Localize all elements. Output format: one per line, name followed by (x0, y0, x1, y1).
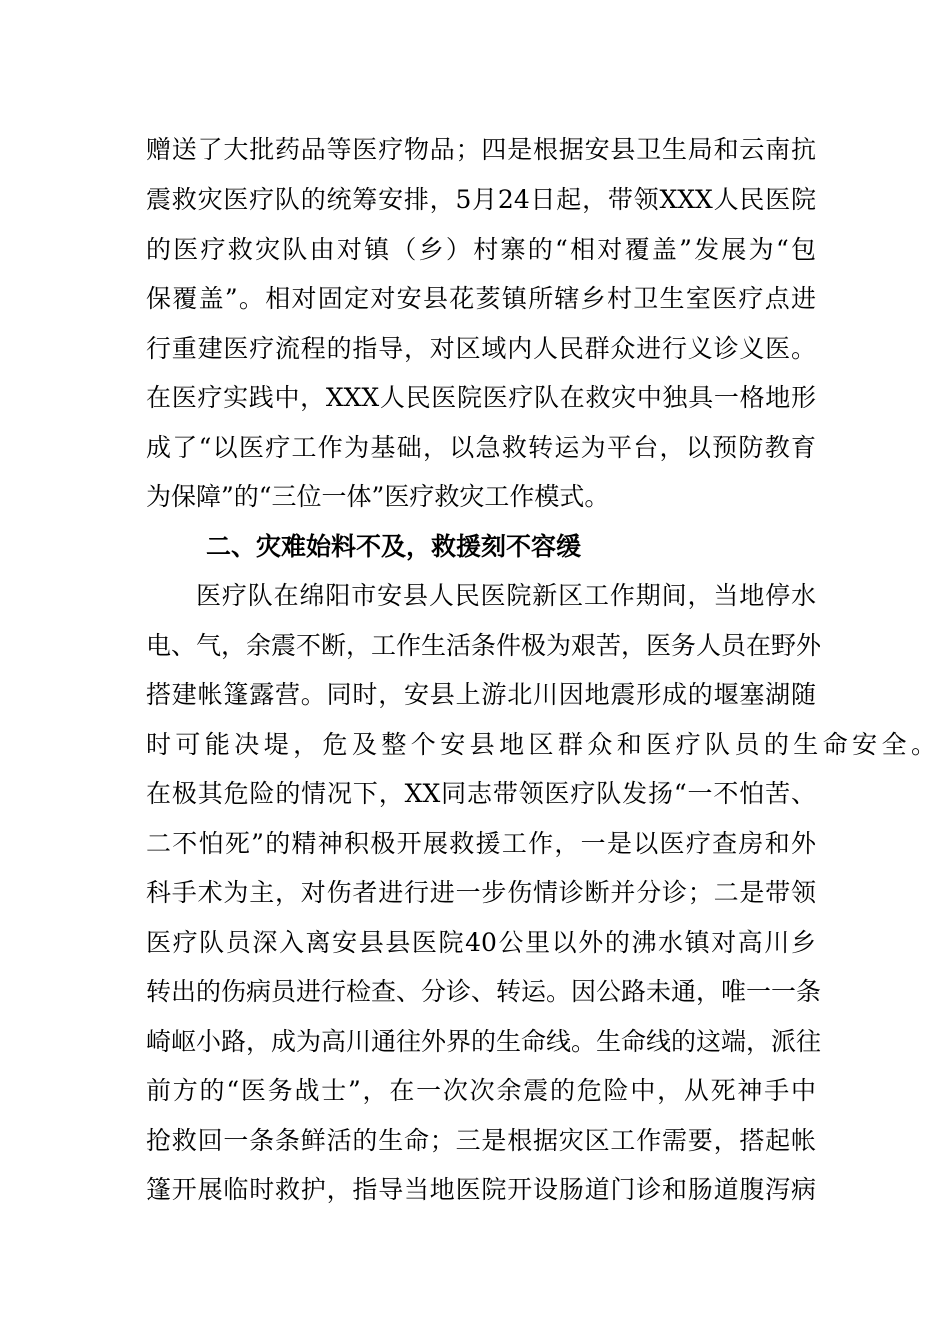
paragraph-2-line-5: 在极其危险的情况下，XX同志带领医疗队发扬“一不怕苦、 (146, 779, 816, 808)
paragraph-2-line-1: 医疗队在绵阳市安县人民医院新区工作期间，当地停水 (196, 581, 816, 610)
paragraph-2-line-7: 科手术为主，对伤者进行进一步伤情诊断并分诊；二是带领 (146, 878, 816, 907)
paragraph-1-line-6: 在医疗实践中，XXX人民医院医疗队在救灾中独具一格地形 (146, 383, 816, 412)
paragraph-2-line-3: 搭建帐篷露营。同时，安县上游北川因地震形成的堰塞湖随 (146, 680, 816, 709)
paragraph-1-line-1: 赠送了大批药品等医疗物品；四是根据安县卫生局和云南抗 (146, 135, 816, 164)
paragraph-1-line-4: 保覆盖”。相对固定对安县花荄镇所辖乡村卫生室医疗点进 (146, 284, 816, 313)
paragraph-2-line-8: 医疗队员深入离安县县医院40公里以外的沸水镇对高川乡 (146, 928, 816, 957)
paragraph-2-line-4: 时可能决堤，危及整个安县地区群众和医疗队员的生命安全。 (146, 730, 936, 759)
section-heading: 二、灾难始料不及，救援刻不容缓 (206, 532, 582, 561)
paragraph-1-line-2: 震救灾医疗队的统筹安排，5月24日起，带领XXX人民医院 (146, 185, 816, 214)
paragraph-2-line-12: 抢救回一条条鲜活的生命；三是根据灾区工作需要，搭起帐 (146, 1126, 816, 1155)
paragraph-1-line-8: 为保障”的“三位一体”医疗救灾工作模式。 (146, 482, 610, 511)
paragraph-2-line-9: 转出的伤病员进行检查、分诊、转运。因公路未通，唯一一条 (146, 977, 822, 1006)
paragraph-1-line-5: 行重建医疗流程的指导，对区域内人民群众进行义诊义医。 (146, 334, 816, 363)
paragraph-2-line-6: 二不怕死”的精神积极开展救援工作，一是以医疗查房和外 (146, 829, 816, 858)
paragraph-2-line-13: 篷开展临时救护，指导当地医院开设肠道门诊和肠道腹泻病 (146, 1175, 816, 1204)
paragraph-2-line-10: 崎岖小路，成为高川通往外界的生命线。生命线的这端，派往 (146, 1027, 822, 1056)
paragraph-1-line-3: 的医疗救灾队由对镇（乡）村寨的“相对覆盖”发展为“包 (146, 235, 816, 264)
paragraph-1-line-7: 成了“以医疗工作为基础，以急救转运为平台，以预防教育 (146, 433, 816, 462)
paragraph-2-line-2: 电、气，余震不断，工作生活条件极为艰苦，医务人员在野外 (146, 631, 822, 660)
paragraph-2-line-11: 前方的“医务战士”，在一次次余震的危险中，从死神手中 (146, 1076, 816, 1105)
